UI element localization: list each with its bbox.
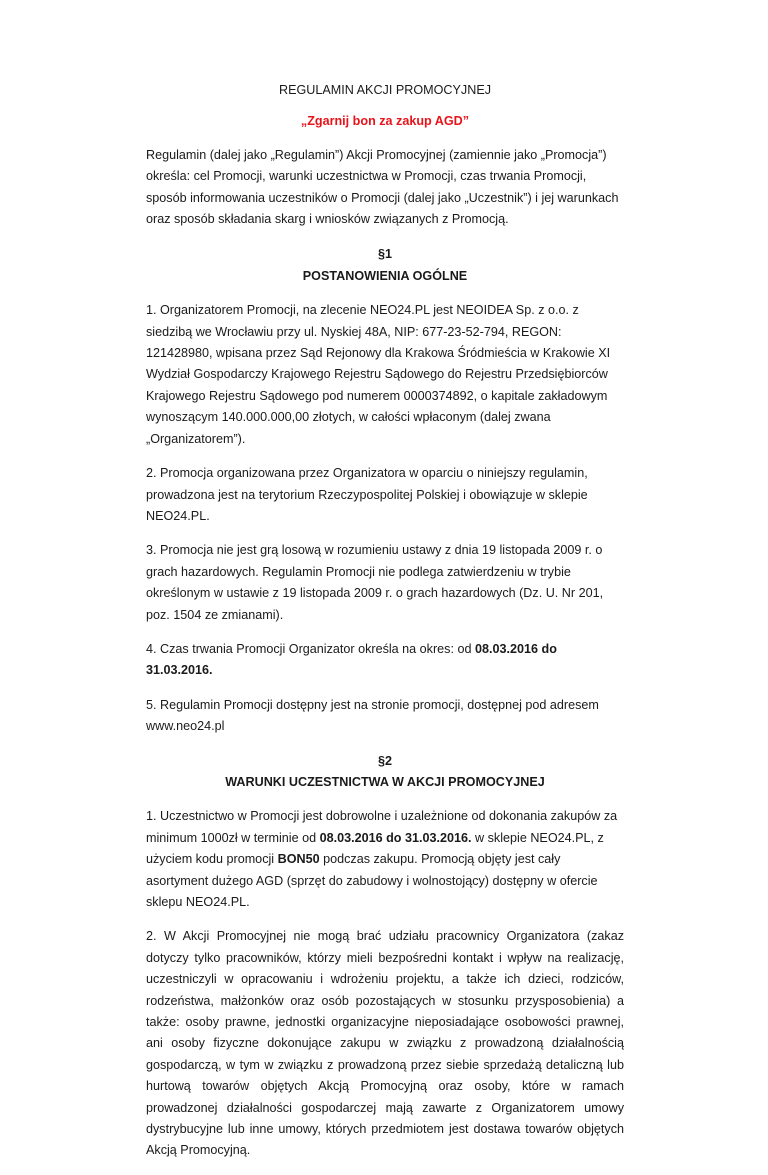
document-page <box>146 80 624 1175</box>
section-2-heading <box>146 751 624 794</box>
section-2-paragraph-2: 2. W Akcji Promocyjnej nie mogą brać udziału pracownicy Organizatora (zakaz dotyczy tylko pracowników, którzy mieli bezpośredni kontakt i wpływ na realizację, uczestniczyli w opracowaniu i wdrożeniu projektu, a także ich dzieci, rodziców, rodzeństwa, małżonków oraz osób pozostających w stosunku przysposobienia) a także: osoby prawne, jednostki organizacyjne nieposiadające osobowości prawnej, ani osoby fizyczne dokonujące zakupu w związku z prowadzoną działalnością gospodarczą, w tym w związku z prowadzoną przez siebie sprzedażą detaliczną lub hurtową towarów objętych Akcją Promocyjną oraz osoby, które w ramach prowadzonej działalności gospodarczej mają zawarte z Organizatorem umowy dystrybucyjne lub inne umowy, których przedmiotem jest dostawa towarów objętych Akcją Promocyjną. <box>146 929 624 1158</box>
paragraph-4-text: 4. Czas trwania Promocji Organizator określa na okres: od <box>146 641 475 656</box>
section-2-paragraph-1 <box>146 806 624 913</box>
section-1-title: POSTANOWIENIA OGÓLNE <box>302 268 468 283</box>
paragraph-1-text-c: podczas zakupu. Promocją objęty jest cały asortyment dużego AGD (sprzęt do zabudowy i wolnostojący) dostępny w ofercie sklepu NEO24.PL. <box>146 852 598 909</box>
section-1-paragraph-5: 5. Regulamin Promocji dostępny jest na stronie promocji, dostępnej pod adresem www.neo24.pl <box>146 697 599 734</box>
promotion-dates-2: 08.03.2016 do 31.03.2016. <box>319 830 472 845</box>
intro-paragraph: Regulamin (dalej jako „Regulamin”) Akcji Promocyjnej (zamiennie jako „Promocja”) określa: cel Promocji, warunki uczestnictwa w Promocji, czas trwania Promocji, sposób informowania uczestników o Promocji (dalej jako „Uczestnik”) i jej warunkach oraz sposób składania skarg i wniosków związanych z Promocją. <box>146 147 619 227</box>
promotion-dates: 08.03.2016 do 31.03.2016. <box>146 641 557 678</box>
promotion-name: „Zgarnij bon za zakup AGD” <box>300 114 470 129</box>
section-2-title: WARUNKI UCZESTNICTWA W AKCJI PROMOCYJNEJ <box>225 774 545 789</box>
paragraph-1-text-a: 1. Uczestnictwo w Promocji jest dobrowolne i uzależnione od dokonania zakupów za minimum 1000zł w terminie od <box>146 809 618 845</box>
paragraph-1-text-b: w sklepie NEO24.PL, z użyciem kodu promocji <box>146 830 604 867</box>
section-1-paragraph-1: 1. Organizatorem Promocji, na zlecenie NEO24.PL jest NEOIDEA Sp. z o.o. z siedzibą we Wrocławiu przy ul. Nyskiej 48A, NIP: 677-23-52-794, REGON: 121428980, wpisana przez Sąd Rejonowy dla Krakowa Śródmieścia w Krakowie XI Wydział Gospodarczy Krajowego Rejestru Sądowego do Rejestru Przedsiębiorców Krajowego Rejestru Sądowego pod numerem 0000374892, o kapitale zakładowym wynoszącym 140.000.000,00 złotych, w całości wpłaconym (dalej zwana „Organizatorem”). <box>146 303 611 446</box>
section-2-number: §2 <box>377 753 392 768</box>
section-1-paragraph-2: 2. Promocja organizowana przez Organizatora w oparciu o niniejszy regulamin, prowadzona jest na terytorium Rzeczypospolitej Polskiej i obowiązuje w sklepie NEO24.PL. <box>146 466 588 523</box>
section-1-paragraph-4 <box>146 639 624 682</box>
document-title: REGULAMIN AKCJI PROMOCYJNEJ <box>278 83 492 97</box>
section-1-paragraph-3: 3. Promocja nie jest grą losową w rozumieniu ustawy z dnia 19 listopada 2009 r. o grach hazardowych. Regulamin Promocji nie podlega zatwierdzeniu w trybie określonym w ustawie z 19 listopada 2009 r. o grach hazardowych (Dz. U. Nr 201, poz. 1504 ze zmianami). <box>146 543 604 622</box>
promo-code: BON50 <box>277 852 320 867</box>
section-1-number: §1 <box>377 247 392 262</box>
section-1-heading <box>146 244 624 287</box>
